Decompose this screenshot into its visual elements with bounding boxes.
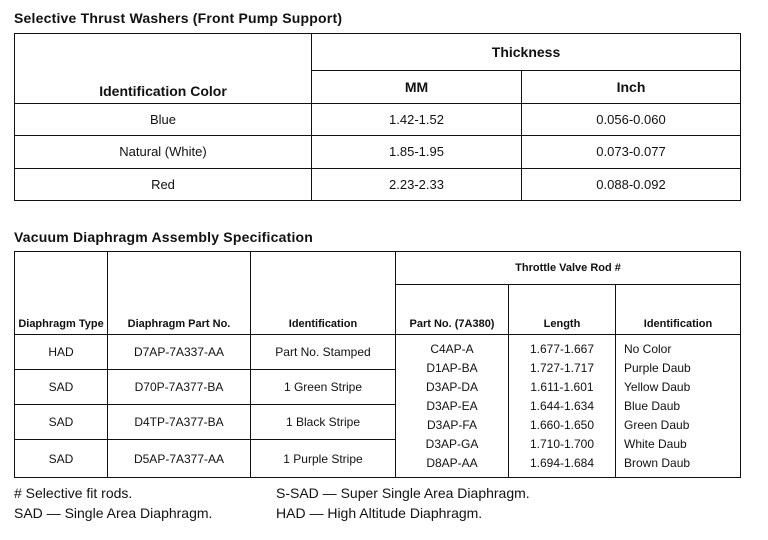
diaphragm-type: SAD bbox=[15, 405, 108, 440]
diaphragm-part-no: D5AP-7A377-AA bbox=[108, 440, 251, 478]
rod-part-no: C4AP-A bbox=[430, 341, 474, 356]
vacuum-diaphragm-table bbox=[14, 251, 741, 478]
washer-mm: 2.23-2.33 bbox=[312, 168, 522, 200]
note-had: HAD — High Altitude Diaphragm. bbox=[276, 505, 483, 521]
header-diaphragm-type: Diaphragm Type bbox=[15, 252, 108, 335]
header-rod-part-no: Part No. (7A380) bbox=[396, 285, 509, 335]
washer-color: Red bbox=[15, 168, 312, 200]
rod-identification: Blue Daub bbox=[624, 398, 681, 413]
header-inch: Inch bbox=[522, 71, 741, 104]
note-sad: SAD — Single Area Diaphragm. bbox=[14, 505, 213, 521]
diaphragm-part-no: D70P-7A377-BA bbox=[108, 370, 251, 405]
diaphragm-identification: 1 Green Stripe bbox=[251, 370, 396, 405]
diaphragm-type: SAD bbox=[15, 370, 108, 405]
vacuum-diaphragm-title: Vacuum Diaphragm Assembly Specification bbox=[14, 229, 314, 245]
header-rod-identification: Identification bbox=[616, 285, 741, 335]
diaphragm-part-no: D4TP-7A377-BA bbox=[108, 405, 251, 440]
header-throttle-valve-rod: Throttle Valve Rod # bbox=[396, 252, 741, 285]
header-identification-color: Identification Color bbox=[15, 34, 312, 104]
rod-length: 1.677-1.667 bbox=[529, 341, 595, 356]
diaphragm-part-no: D7AP-7A337-AA bbox=[108, 335, 251, 370]
header-identification: Identification bbox=[251, 252, 396, 335]
rod-identification: No Color bbox=[624, 341, 672, 356]
washer-color: Blue bbox=[15, 104, 312, 136]
header-length: Length bbox=[509, 285, 616, 335]
note-selective-fit: # Selective fit rods. bbox=[14, 485, 133, 501]
thrust-washers-title: Selective Thrust Washers (Front Pump Support) bbox=[14, 10, 343, 26]
rod-identification-list bbox=[616, 335, 741, 478]
rod-part-no: D3AP-DA bbox=[425, 379, 478, 394]
rod-part-no: D1AP-BA bbox=[426, 360, 478, 375]
washer-inch: 0.088-0.092 bbox=[522, 168, 741, 200]
rod-length: 1.694-1.684 bbox=[529, 455, 595, 470]
diaphragm-type: HAD bbox=[15, 335, 108, 370]
washer-inch: 0.056-0.060 bbox=[522, 104, 741, 136]
rod-part-no-list bbox=[396, 335, 509, 478]
rod-part-no: D8AP-AA bbox=[426, 455, 478, 470]
table-row bbox=[15, 335, 741, 370]
rod-identification: White Daub bbox=[624, 436, 687, 451]
rod-length: 1.727-1.717 bbox=[529, 360, 595, 375]
washer-mm: 1.42-1.52 bbox=[312, 104, 522, 136]
washer-inch: 0.073-0.077 bbox=[522, 136, 741, 168]
rod-identification: Green Daub bbox=[624, 417, 690, 432]
washer-color: Natural (White) bbox=[15, 136, 312, 168]
diaphragm-identification: Part No. Stamped bbox=[251, 335, 396, 370]
thrust-washers-table bbox=[14, 33, 741, 201]
table-row bbox=[15, 136, 741, 168]
diaphragm-type: SAD bbox=[15, 440, 108, 478]
header-mm: MM bbox=[312, 71, 522, 104]
rod-length-list bbox=[509, 335, 616, 478]
rod-identification: Brown Daub bbox=[624, 455, 691, 470]
header-diaphragm-part-no: Diaphragm Part No. bbox=[108, 252, 251, 335]
footnotes bbox=[14, 483, 754, 523]
rod-part-no: D3AP-FA bbox=[426, 417, 477, 432]
rod-identification: Yellow Daub bbox=[624, 379, 691, 394]
table-row bbox=[15, 104, 741, 136]
rod-identification: Purple Daub bbox=[624, 360, 691, 375]
diaphragm-identification: 1 Purple Stripe bbox=[251, 440, 396, 478]
rod-part-no: D3AP-EA bbox=[426, 398, 478, 413]
header-thickness: Thickness bbox=[312, 34, 741, 71]
rod-length: 1.611-1.601 bbox=[530, 379, 594, 394]
rod-part-no: D3AP-GA bbox=[425, 436, 479, 451]
rod-length: 1.660-1.650 bbox=[529, 417, 595, 432]
rod-length: 1.644-1.634 bbox=[529, 398, 595, 413]
table-row bbox=[15, 168, 741, 200]
diaphragm-identification: 1 Black Stripe bbox=[251, 405, 396, 440]
rod-length: 1.710-1.700 bbox=[529, 436, 595, 451]
washer-mm: 1.85-1.95 bbox=[312, 136, 522, 168]
note-ssad: S-SAD — Super Single Area Diaphragm. bbox=[276, 485, 530, 501]
